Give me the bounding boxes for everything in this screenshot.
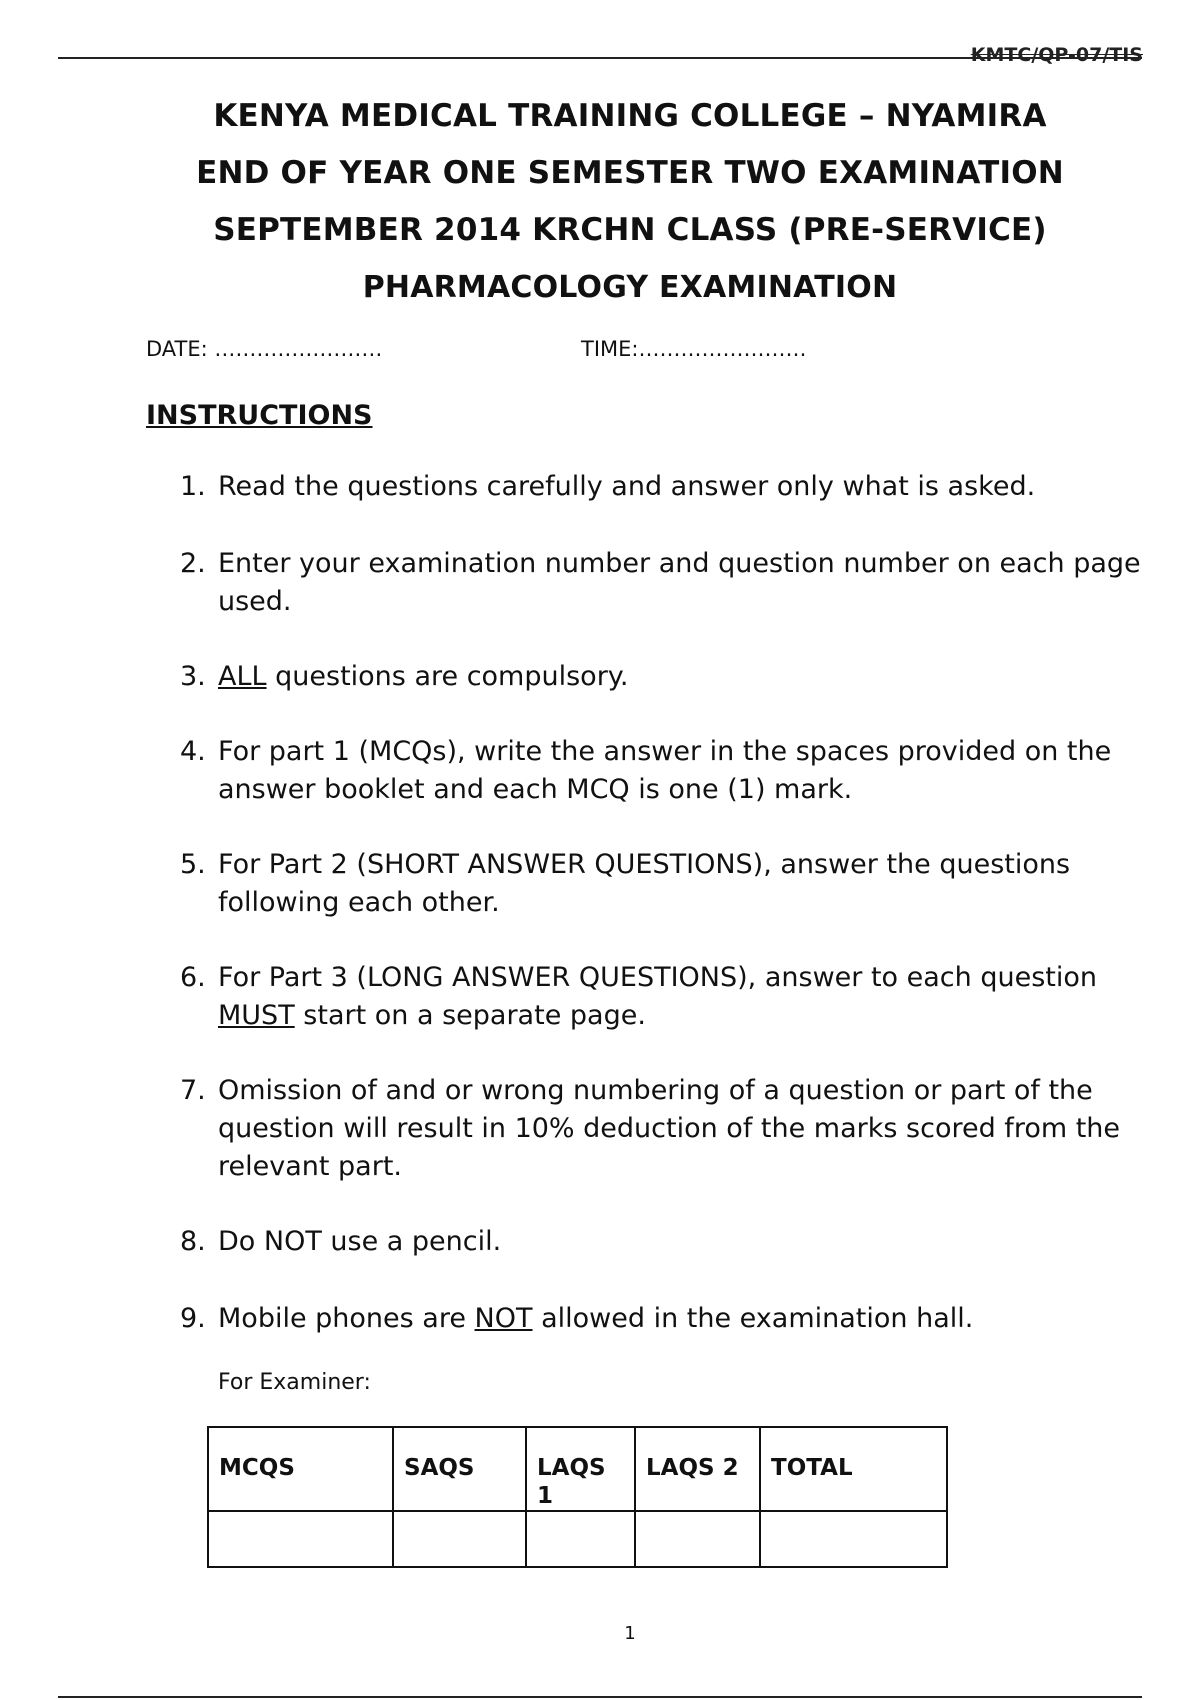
instruction-text: start on a separate page. [294,1000,646,1031]
marks-entry-row [208,1511,947,1567]
instruction-emphasis: ALL [218,661,267,692]
page-number: 1 [624,1623,636,1644]
instruction-number: 9. [180,1303,206,1334]
instruction-text: Do NOT use a pencil. [218,1226,502,1257]
instruction-number: 7. [180,1075,206,1106]
exam-header [0,88,1200,316]
column-header: LAQS 1 [526,1427,635,1511]
instruction-text: allowed in the examination hall. [532,1303,974,1334]
instruction-number: 3. [180,661,206,692]
instruction-item [180,1223,1158,1261]
instruction-item [180,846,1158,922]
marks-cell-laqs-2 [635,1511,760,1567]
instruction-text: For Part 2 (SHORT ANSWER QUESTIONS), answer the questions following each other. [218,849,1071,918]
date-field: DATE: …………………… [146,337,383,361]
instruction-item [180,545,1158,621]
instruction-text: Mobile phones are [218,1303,475,1334]
marks-cell-total [760,1511,947,1567]
instruction-emphasis: MUST [218,1000,295,1031]
column-header: MCQS [208,1427,393,1511]
college-name: KENYA MEDICAL TRAINING COLLEGE – NYAMIRA [213,98,1047,134]
instruction-text: For part 1 (MCQs), write the answer in the spaces provided on the answer booklet and each MCQ is one (1) mark. [218,736,1112,805]
document-code: KMTC/QP-07/TIS [970,44,1143,66]
instructions-heading: INSTRUCTIONS [146,400,373,431]
instruction-text: Enter your examination number and question number on each page used. [218,548,1141,617]
instruction-item [180,1072,1158,1186]
date-time-row [146,337,807,361]
instruction-number: 4. [180,736,206,767]
column-header: TOTAL [760,1427,947,1511]
marks-cell-laqs-1 [526,1511,635,1567]
marks-header-row [208,1427,947,1511]
instruction-item [180,1300,1158,1338]
instruction-number: 2. [180,548,206,579]
column-header: LAQS 2 [635,1427,760,1511]
footer-rule [58,1696,1142,1698]
instruction-number: 5. [180,849,206,880]
marks-cell-mcqs [208,1511,393,1567]
exam-title: END OF YEAR ONE SEMESTER TWO EXAMINATION [196,155,1064,191]
instruction-item [180,733,1158,809]
instruction-text: For Part 3 (LONG ANSWER QUESTIONS), answer to each question [218,962,1097,993]
instruction-emphasis: NOT [474,1303,533,1334]
exam-session: SEPTEMBER 2014 KRCHN CLASS (PRE-SERVICE) [213,212,1047,248]
instruction-text: Omission of and or wrong numbering of a question or part of the question will result in 10% deduction of the marks scored from the relevant part. [218,1075,1121,1182]
instruction-text: Read the questions carefully and answer only what is asked. [218,471,1036,502]
instruction-number: 8. [180,1226,206,1257]
exam-subject: PHARMACOLOGY EXAMINATION [362,270,898,305]
examiner-label: For Examiner: [218,1370,371,1395]
instruction-number: 6. [180,962,206,993]
examiner-marks-table [207,1426,948,1568]
marks-cell-saqs [393,1511,526,1567]
instruction-item [180,959,1158,1035]
instruction-item [180,658,1158,696]
instruction-text: questions are compulsory. [266,661,629,692]
column-header: SAQS [393,1427,526,1511]
time-field: TIME:…………………… [581,337,807,361]
instruction-item [180,468,1158,506]
instruction-number: 1. [180,471,206,502]
